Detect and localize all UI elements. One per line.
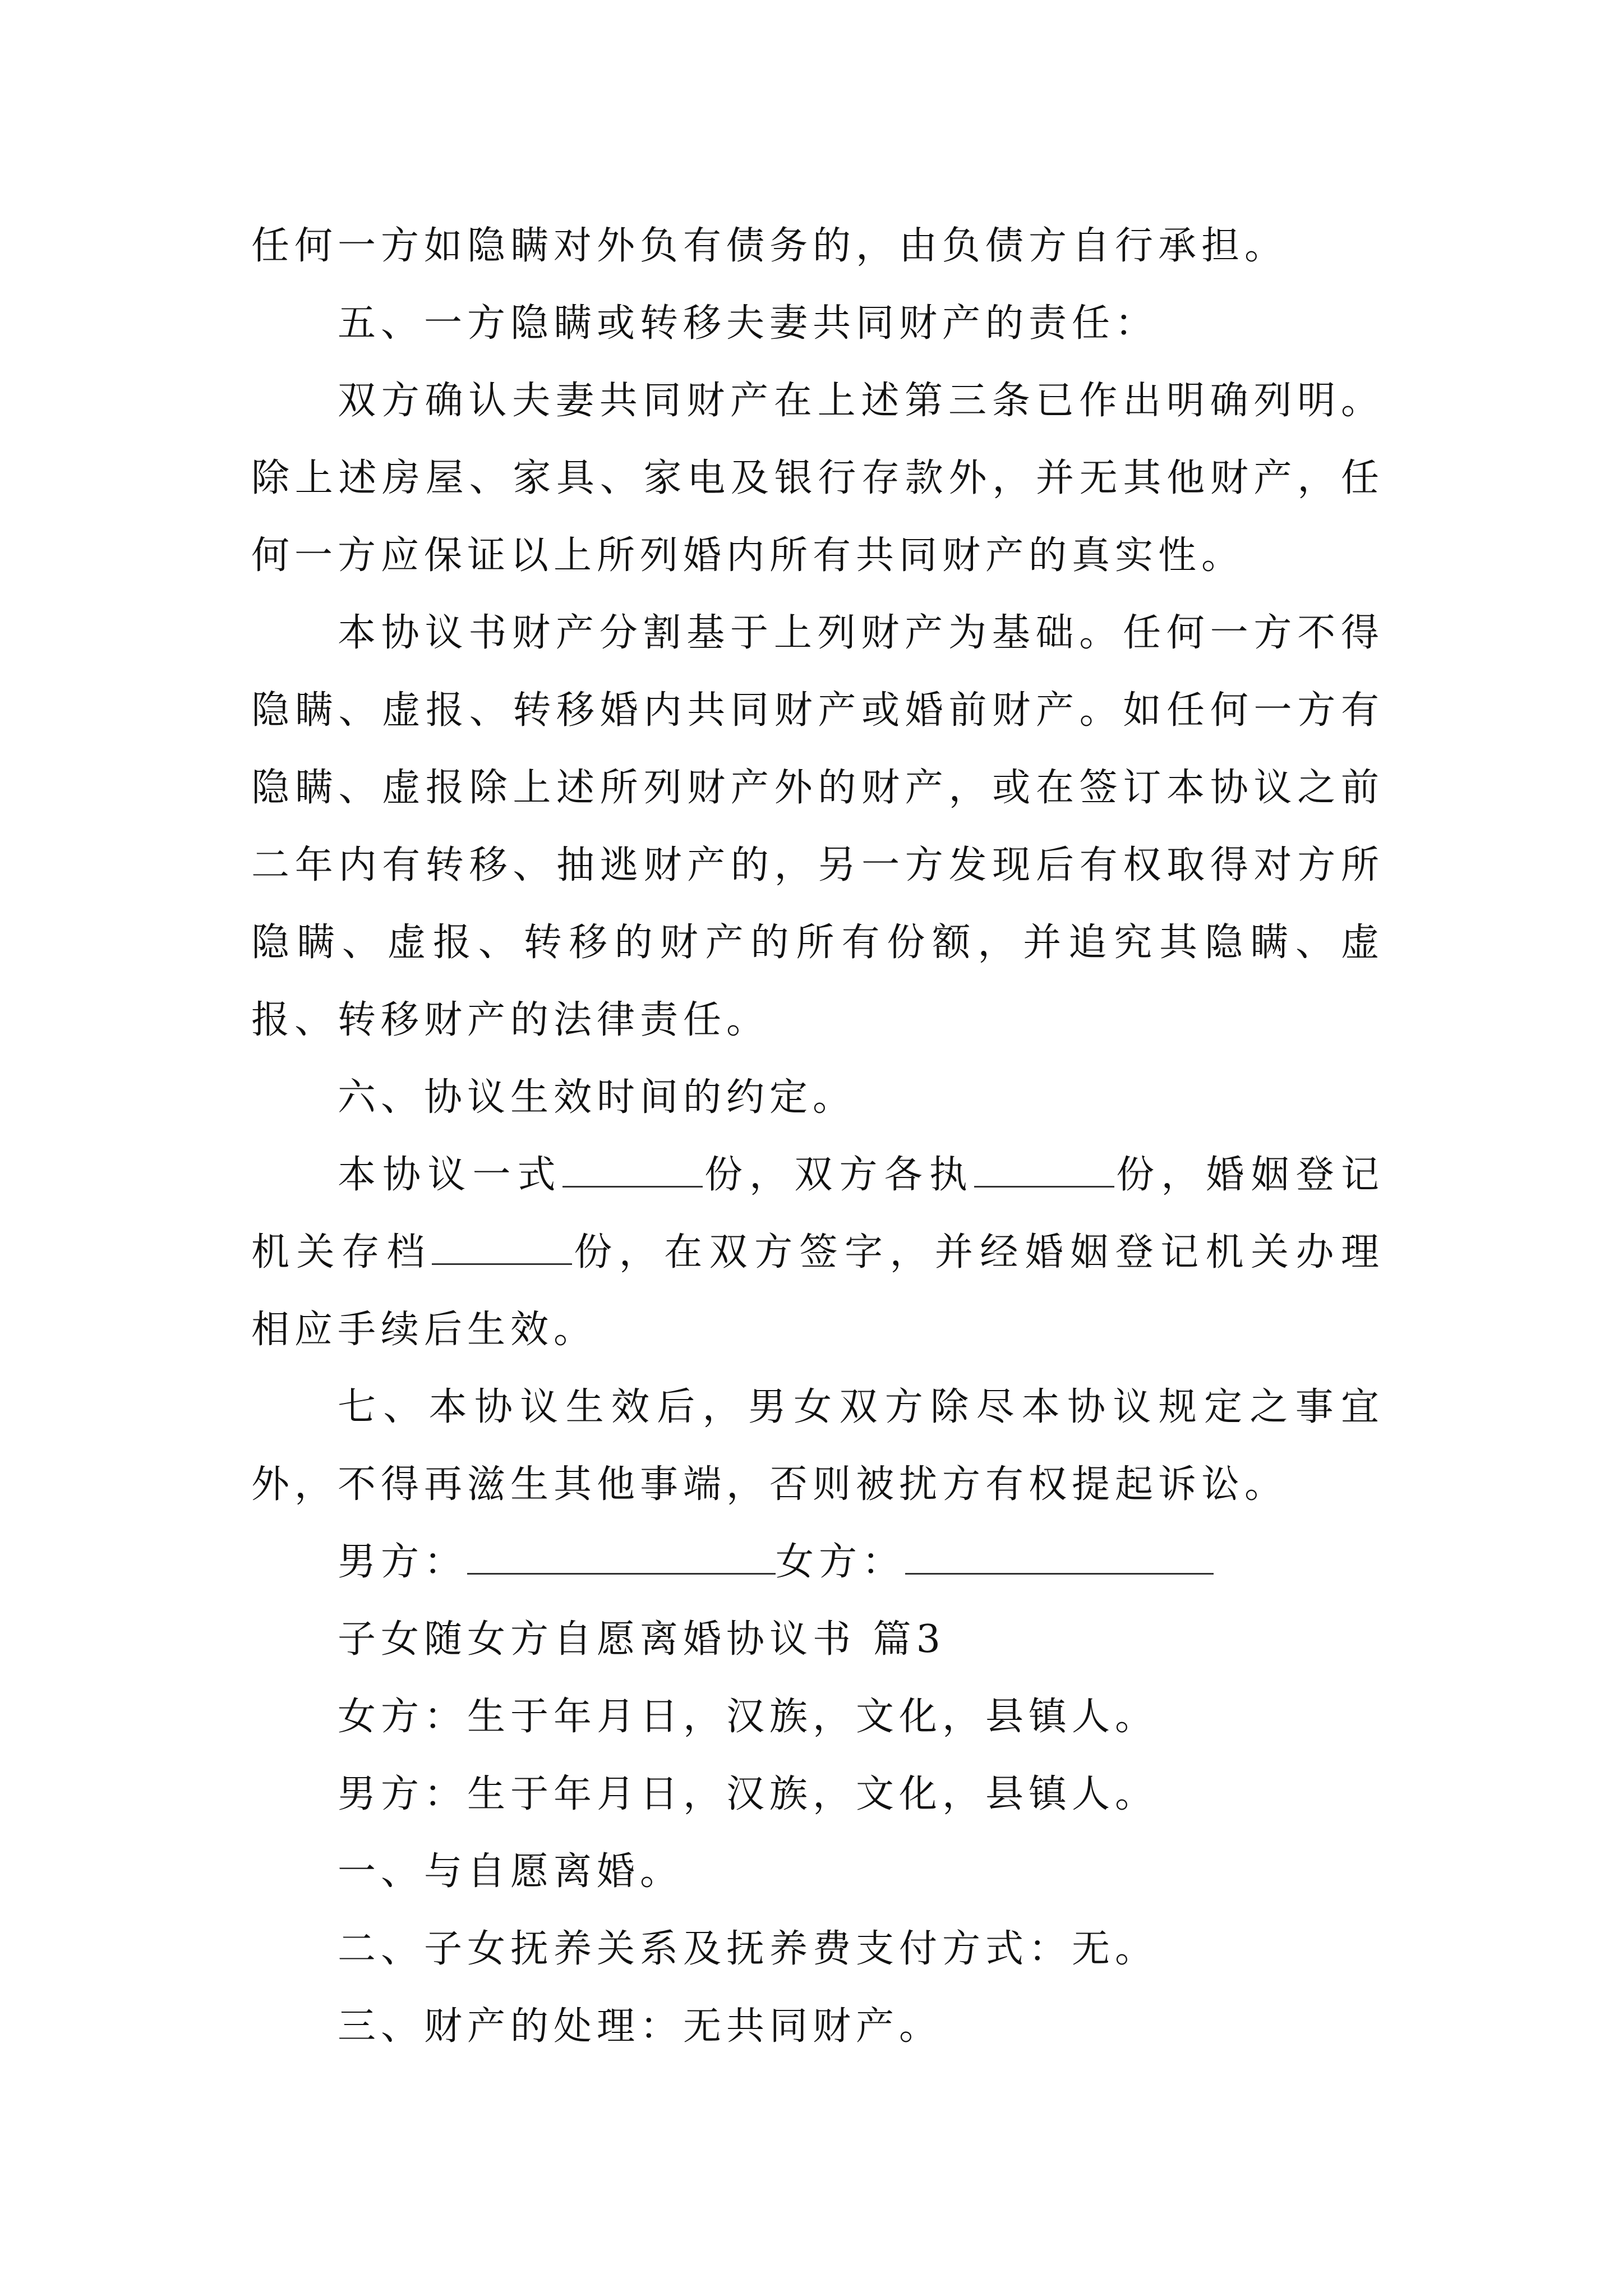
female-party-info: 女方：生于年月日，汉族，文化，县镇人。: [338, 1695, 1159, 1739]
item-3: 三、财产的处理：无共同财产。: [338, 2004, 943, 2049]
total-copies-blank: [562, 1150, 703, 1188]
copies-text-2: 份，双方各执: [702, 1153, 974, 1197]
section-7-paragraph: 七、本协议生效后，男女双方除尽本协议规定之事宜外，不得再滋生其他事端，否则被扰方有权提起诉讼。: [251, 1385, 1384, 1507]
item-2: 二、子女抚养关系及抚养费支付方式：无。: [338, 1927, 1159, 1971]
concealment-liability-paragraph: 本协议书财产分割基于上列财产为基础。任何一方不得隐瞒、虚报、转移婚内共同财产或婚前财产。如任何一方有隐瞒、虚报除上述所列财产外的财产，或在签订本协议之前二年内有转移、抽逃财产的，另一方发现后有权取得对方所隐瞒、虚报、转移的财产的所有份额，并追究其隐瞒、虚报、转移财产的法律责任。: [251, 611, 1384, 1042]
male-party-info: 男方：生于年月日，汉族，文化，县镇人。: [338, 1772, 1159, 1816]
document-body: [251, 208, 1384, 2065]
section-6-heading: 六、协议生效时间的约定。: [338, 1075, 856, 1120]
debt-clause-ending: 任何一方如隐瞒对外负有债务的，由负债方自行承担。: [251, 224, 1288, 268]
property-confirmation-paragraph: 双方确认夫妻共同财产在上述第三条已作出明确列明。除上述房屋、家具、家电及银行存款外，并无其他财产，任何一方应保证以上所列婚内所有共同财产的真实性。: [251, 379, 1384, 578]
male-signature-blank: [467, 1537, 776, 1575]
section-5-heading: 五、一方隐瞒或转移夫妻共同财产的责任：: [338, 301, 1159, 346]
male-signature-label: 男方：: [338, 1540, 468, 1584]
female-signature-blank: [905, 1537, 1214, 1575]
section-title: 子女随女方自愿离婚协议书 篇3: [338, 1617, 946, 1662]
registry-copies-blank: [432, 1227, 572, 1265]
copies-clause-paragraph: [251, 1137, 1384, 1369]
signature-line: [251, 1524, 1384, 1601]
copies-text-1: 本协议一式: [338, 1153, 562, 1197]
copies-text-4: 份，在双方签字，并经婚姻登记机关办理相应手续后生效。: [251, 1230, 1384, 1352]
copies-text-3: 份，婚姻登记机关存档: [251, 1153, 1384, 1274]
female-signature-label: 女方：: [776, 1540, 906, 1584]
each-party-copies-blank: [974, 1150, 1114, 1188]
item-1: 一、与自愿离婚。: [338, 1849, 684, 1894]
